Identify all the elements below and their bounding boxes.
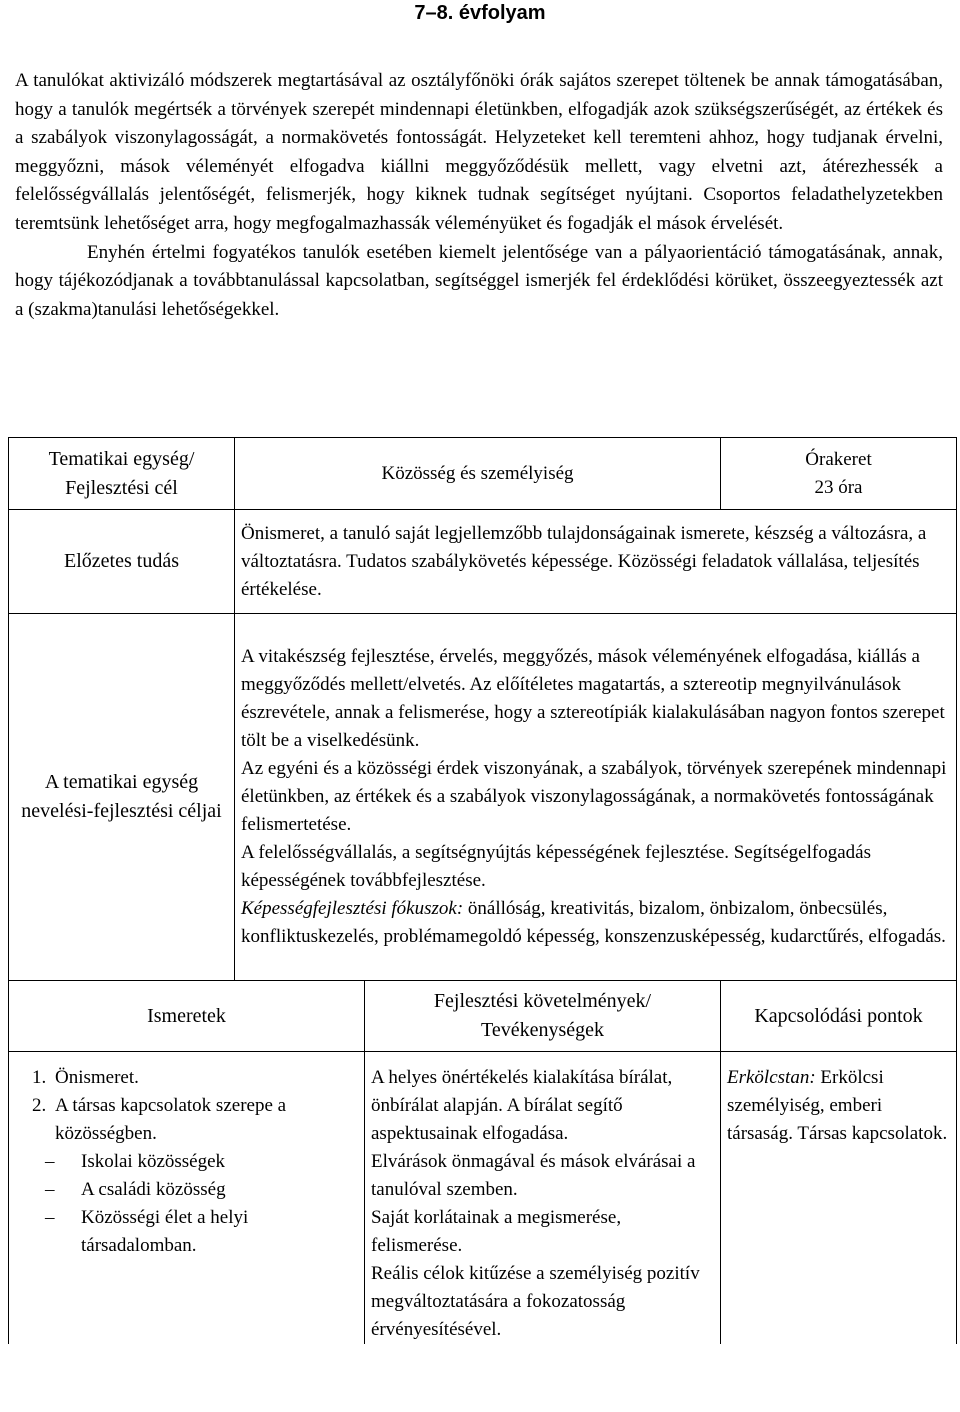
goals-focus xyxy=(241,895,950,951)
goals-cell xyxy=(235,614,957,981)
subtopic-list xyxy=(15,1148,358,1260)
knowledge-cell xyxy=(9,1052,365,1345)
goals-text-3: A felelősségvállalás, a segítségnyújtás képességének fejlesztése. Segítségelfogadás képességének továbbfejlesztése. xyxy=(241,842,871,891)
links-text: Erkölcsi személyiség, emberi társaság. Társas kapcsolatok. xyxy=(727,1067,948,1144)
intro-paragraph-2: Enyhén értelmi fogyatékos tanulók esetében kiemelt jelentősége van a pályaorientáció támogatásának, annak, hogy tájékozódjanak a továbbtanulással kapcsolatban, segítséggel ismerjék fel érdeklődési körüket, összeegyeztessék azt a (szakma)tanulási lehetőségekkel. xyxy=(15,241,943,320)
requirement-item: Elvárások önmagával és mások elvárásai a tanulóval szemben. xyxy=(371,1151,696,1200)
requirements-cell xyxy=(365,1052,721,1345)
hours-value: 23 óra xyxy=(814,476,863,498)
links-header: Kapcsolódási pontok xyxy=(754,1004,923,1027)
goals-focus-label: Képességfejlesztési fókuszok: xyxy=(241,898,464,919)
links-header-cell xyxy=(721,981,957,1052)
topic-item-text: A társas kapcsolatok szerepe a közösségben. xyxy=(55,1095,287,1144)
requirements-header-cell xyxy=(365,981,721,1052)
prior-knowledge-label-cell xyxy=(9,510,235,614)
goals-text-1: A vitakészség fejlesztése, érvelés, meggyőzés, mások véleményének elfogadása, kiállás a meggyőződés mellett/elvetés. Az előítéletes magatartás, a sztereotip megnyilvánulások észrevétele, annak a felismerése, hogy a sztereotípiák kialakulásában nagyon fontos szerepet tölt be a viselkedésünk. xyxy=(241,646,945,751)
hours-label: Órakeret xyxy=(805,448,872,470)
topic-item: 1. Önismeret. xyxy=(51,1064,358,1092)
intro-paragraph-1: A tanulókat aktivizáló módszerek megtartásával az osztályfőnöki órák sajátos szerepet töltenek be annak támogatásában, hogy a tanulók megértsék a törvények szerepét mindennapi életünkben, elfogadják azok szükségszerűségét, az értékek és a szabályok viszonylagosságát, a normakövetés fontosságát. Helyzeteket kell teremteni ahhoz, hogy tudjanak érvelni, meggyőzni, mások véleményét elfogadva kiállni meggyőződésük mellett, vagy elvetni azt, átérezhessék a felelősségvállalás jelentőségét, felismerjék, hogy kiknek tudnak segítséget nyújtani. Csoportos feladathelyzetekben teremtsünk lehetőséget arra, hogy megfogalmazhassák véleményüket és fogadják el mások érvelését. xyxy=(15,70,943,234)
unit-label: Tematikai egység/ Fejlesztési cél xyxy=(48,447,195,499)
requirements-header: Fejlesztési követelmények/ Tevékenységek xyxy=(433,990,652,1041)
links-cell xyxy=(721,1052,957,1345)
goals-focus-text: önállóság, kreativitás, bizalom, önbizalom, önbecsülés, konfliktuskezelés, problémamegoldó képesség, konszenzusképesség, kudarctűrés, elfogadás. xyxy=(241,898,946,947)
requirement-item: A helyes önértékelés kialakítása bírálat, önbírálat alapján. A bírálat segítő aspektusainak elfogadása. xyxy=(371,1067,673,1144)
page-title: 7–8. évfolyam xyxy=(414,2,546,24)
topic-list xyxy=(15,1064,358,1148)
requirement-item: Reális célok kitűzése a személyiség pozitív megváltoztatására a fokozatosság érvényesítésével. xyxy=(371,1263,700,1340)
prior-knowledge-cell xyxy=(235,510,957,614)
goals-text-2: Az egyéni és a közösségi érdek viszonyának, a szabályok, törvények szerepének mindennapi életünkben, az értékek és a szabályok viszonylagosságának, a normakövetés fontosságának felismertetése. xyxy=(241,758,947,835)
knowledge-header: Ismeretek xyxy=(147,1004,226,1027)
subtopic-item: – A családi közösség xyxy=(45,1176,358,1204)
thematic-unit-table xyxy=(8,437,957,1344)
prior-knowledge-label: Előzetes tudás xyxy=(64,550,179,572)
subtopic-item: – Közösségi élet a helyi társadalomban. xyxy=(45,1204,358,1260)
knowledge-header-cell xyxy=(9,981,365,1052)
requirement-item: Saját korlátainak a megismerése, felismerése. xyxy=(371,1207,622,1256)
links-subject: Erkölcstan: xyxy=(727,1067,816,1088)
unit-title-cell xyxy=(235,438,721,510)
unit-label-cell xyxy=(9,438,235,510)
topic-item xyxy=(51,1092,358,1148)
goals-label-cell xyxy=(9,614,235,981)
intro-text xyxy=(15,67,943,324)
goals-label: A tematikai egység nevelési-fejlesztési céljai xyxy=(21,771,222,822)
hours-cell xyxy=(721,438,957,510)
unit-title: Közösség és személyiség xyxy=(381,462,574,484)
subtopic-item: – Iskolai közösségek xyxy=(45,1148,358,1176)
prior-knowledge-text: Önismeret, a tanuló saját legjellemzőbb tulajdonságainak ismerete, készség a változásra, a változtatásra. Tudatos szabálykövetés képessége. Közösségi feladatok vállalása, teljesítés értékelése. xyxy=(241,522,927,600)
